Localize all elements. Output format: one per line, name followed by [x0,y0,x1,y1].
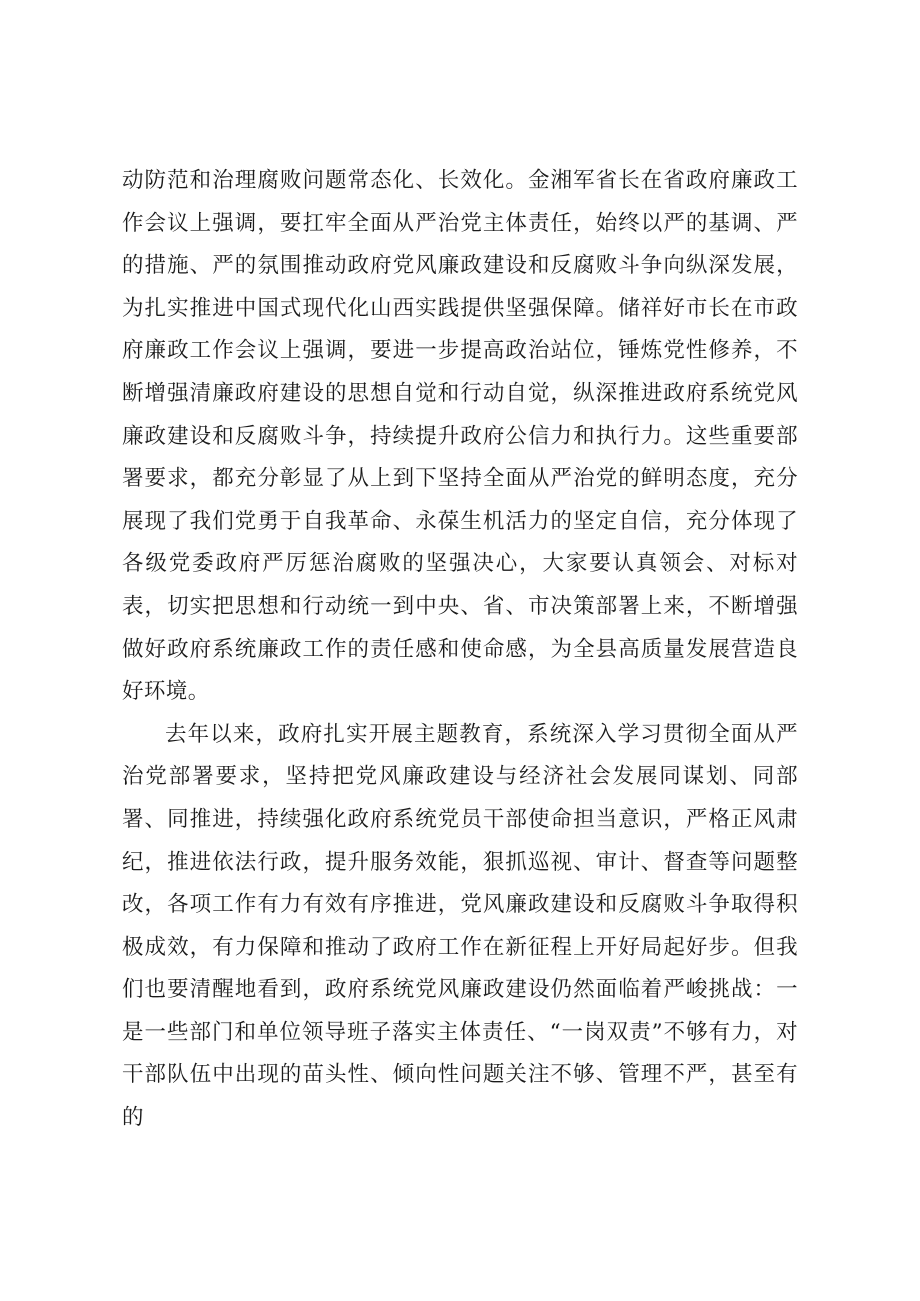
paragraph-last-year-work: 去年以来，政府扎实开展主题教育，系统深入学习贯彻全面从严治党部署要求，坚持把党风廉政建设与经济社会发展同谋划、同部署、同推进，持续强化政府系统党员干部使命担当意识，严格正风肃纪，推进依法行政，提升服务效能，狠抓巡视、审计、督查等问题整改，各项工作有力有效有序推进，党风廉政建设和反腐败斗争取得积极成效，有力保障和推动了政府工作在新征程上开好局起好步。但我们也要清醒地看到，政府系统党风廉政建设仍然面临着严峻挑战：一是一些部门和单位领导班子落实主体责任、“一岗双责”不够有力，对干部队伍中出现的苗头性、倾向性问题关注不够、管理不严，甚至有的 [122,721,798,1131]
paragraph-continuation: 动防范和治理腐败问题常态化、长效化。金湘军省长在省政府廉政工作会议上强调，要扛牢全面从严治党主体责任，始终以严的基调、严的措施、严的氛围推动政府党风廉政建设和反腐败斗争向纵深发展，为扎实推进中国式现代化山西实践提供坚强保障。储祥好市长在市政府廉政工作会议上强调，要进一步提高政治站位，锤炼党性修养，不断增强清廉政府建设的思想自觉和行动自觉，纵深推进政府系统党风廉政建设和反腐败斗争，持续提升政府公信力和执行力。这些重要部署要求，都充分彰显了从上到下坚持全面从严治党的鲜明态度，充分展现了我们党勇于自我革命、永葆生机活力的坚定自信，充分体现了各级党委政府严厉惩治腐败的坚强决心，大家要认真领会、对标对表，切实把思想和行动统一到中央、省、市决策部署上来，不断增强做好政府系统廉政工作的责任感和使命感，为全县高质量发展营造良好环境。 [122,168,798,705]
document-body [122,160,798,1140]
